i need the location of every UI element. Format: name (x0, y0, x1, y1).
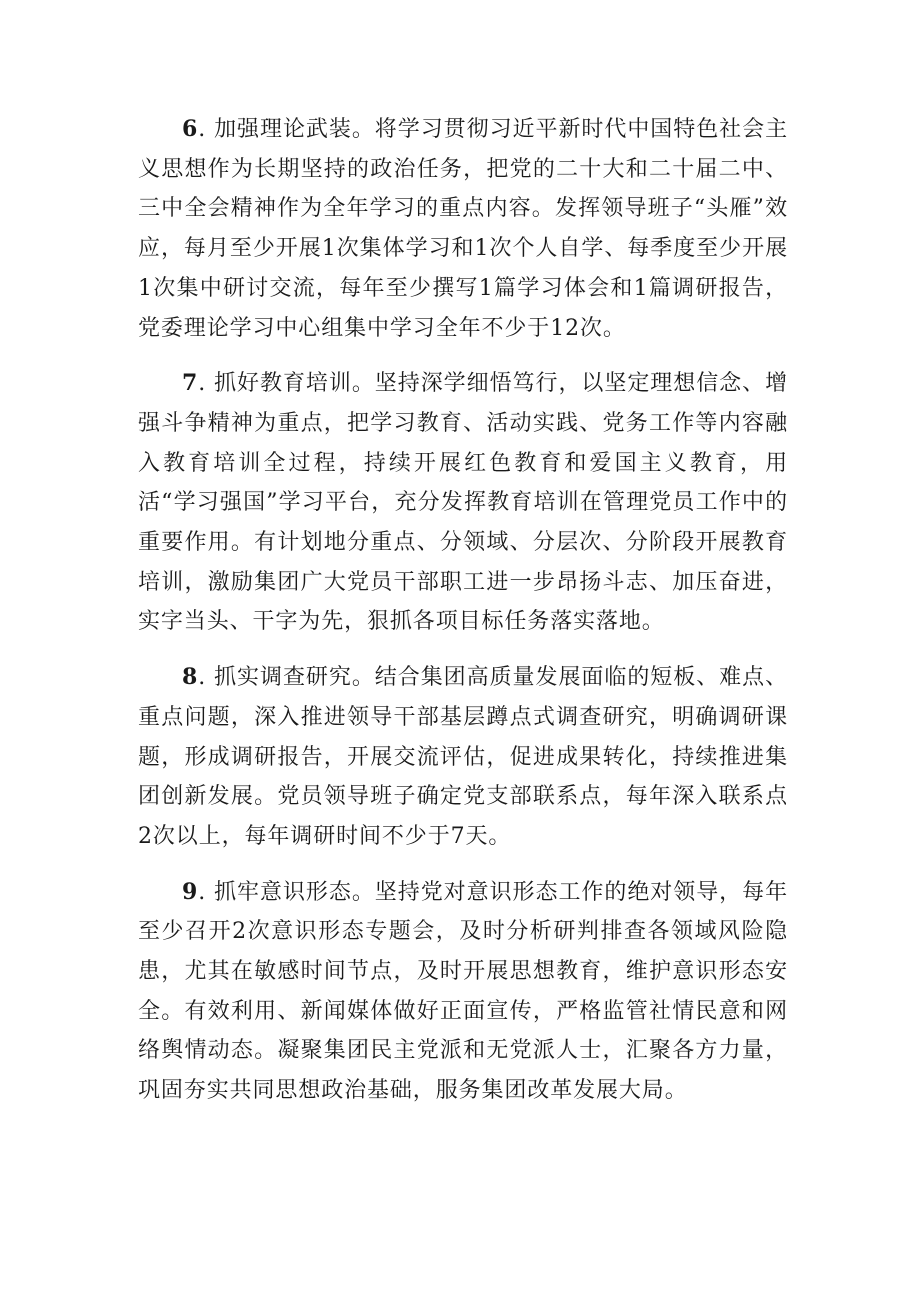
paragraph-number: 7 (182, 370, 199, 397)
paragraph-6 (138, 110, 788, 348)
paragraph-9 (138, 873, 788, 1111)
paragraph-7 (138, 364, 788, 642)
paragraph-number: 9 (182, 878, 199, 905)
paragraph-number: 8 (182, 664, 199, 691)
paragraph-text: . 加强理论武装。将学习贯彻习近平新时代中国特色社会主义思想作为长期坚持的政治任务，把党的二十大和二十届二中、三中全会精神作为全年学习的重点内容。发挥领导班子“头雁”效应，每月至少开展1次集体学习和1次个人自学、每季度至少开展1次集中研讨交流，每年至少撰写1篇学习体会和1篇调研报告，党委理论学习中心组集中学习全年不少于12次。 (138, 117, 788, 341)
paragraph-number: 6 (182, 116, 199, 142)
document-page (138, 110, 788, 1111)
paragraph-text: . 抓好教育培训。坚持深学细悟笃行，以坚定理想信念、增强斗争精神为重点，把学习教育、活动实践、党务工作等内容融入教育培训全过程，持续开展红色教育和爱国主义教育，用活“学习强国”学习平台，充分发挥教育培训在管理党员工作中的重要作用。有计划地分重点、分领域、分层次、分阶段开展教育培训，激励集团广大党员干部职工进一步昂扬斗志、加压奋进，实字当头、干字为先，狠抓各项目标任务落实落地。 (138, 371, 788, 635)
paragraph-text: . 抓牢意识形态。坚持党对意识形态工作的绝对领导，每年至少召开2次意识形态专题会，及时分析研判排查各领域风险隐患，尤其在敏感时间节点，及时开展思想教育，维护意识形态安全。有效利用、新闻媒体做好正面宣传，严格监管社情民意和网络舆情动态。凝聚集团民主党派和无党派人士，汇聚各方力量，巩固夯实共同思想政治基础，服务集团改革发展大局。 (138, 879, 788, 1104)
paragraph-8 (138, 658, 788, 857)
paragraph-text: . 抓实调查研究。结合集团高质量发展面临的短板、难点、重点问题，深入推进领导干部基层蹲点式调查研究，明确调研课题，形成调研报告，开展交流评估，促进成果转化，持续推进集团创新发展。党员领导班子确定党支部联系点，每年深入联系点2次以上，每年调研时间不少于7天。 (138, 665, 788, 849)
